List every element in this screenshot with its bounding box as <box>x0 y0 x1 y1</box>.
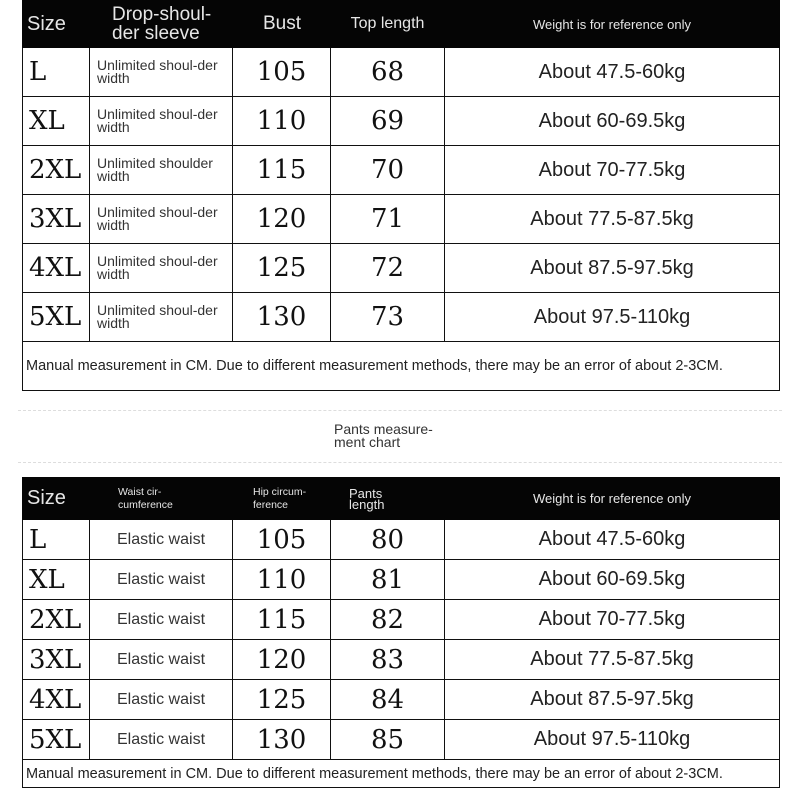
pants-length-cell: 83 <box>331 640 445 680</box>
note-row <box>23 342 780 391</box>
weight-cell: About 47.5-60kg <box>445 520 780 560</box>
length-cell: 69 <box>331 97 445 146</box>
sleeve-cell: Unlimited shoul-der width <box>90 97 233 146</box>
hip-cell: 105 <box>233 520 331 560</box>
waist-cell: Elastic waist <box>90 520 233 560</box>
sleeve-cell: Unlimited shoulder width <box>90 146 233 195</box>
table-row <box>23 720 780 760</box>
header-sleeve: Drop-shoul- der sleeve <box>90 1 233 48</box>
header-weight: Weight is for reference only <box>445 478 780 520</box>
sleeve-cell: Unlimited shoul-der width <box>90 244 233 293</box>
table-row <box>23 600 780 640</box>
measurement-note: Manual measurement in CM. Due to different measurement methods, there may be an error of about 2-3CM. <box>23 760 780 788</box>
header-size: Size <box>23 478 90 520</box>
table-row <box>23 520 780 560</box>
waist-cell: Elastic waist <box>90 680 233 720</box>
length-cell: 70 <box>331 146 445 195</box>
size-cell: L <box>23 48 90 97</box>
sleeve-cell: Unlimited shoul-der width <box>90 195 233 244</box>
hip-cell: 115 <box>233 600 331 640</box>
sleeve-cell: Unlimited shoul-der width <box>90 293 233 342</box>
hip-cell: 110 <box>233 560 331 600</box>
weight-cell: About 47.5-60kg <box>445 48 780 97</box>
note-row <box>23 760 780 788</box>
waist-cell: Elastic waist <box>90 600 233 640</box>
waist-cell: Elastic waist <box>90 640 233 680</box>
weight-cell: About 87.5-97.5kg <box>445 244 780 293</box>
bust-cell: 115 <box>233 146 331 195</box>
hip-cell: 120 <box>233 640 331 680</box>
weight-cell: About 97.5-110kg <box>445 720 780 760</box>
hip-cell: 125 <box>233 680 331 720</box>
top-size-chart <box>22 0 780 391</box>
header-bust: Bust <box>233 1 331 48</box>
pants-size-chart <box>22 477 780 788</box>
size-cell: L <box>23 520 90 560</box>
bust-cell: 110 <box>233 97 331 146</box>
table-row <box>23 680 780 720</box>
measurement-note: Manual measurement in CM. Due to different measurement methods, there may be an error of about 2-3CM. <box>23 342 780 391</box>
sleeve-cell: Unlimited shoul-der width <box>90 48 233 97</box>
header-size: Size <box>23 1 90 48</box>
size-cell: XL <box>23 560 90 600</box>
waist-cell: Elastic waist <box>90 560 233 600</box>
bust-cell: 130 <box>233 293 331 342</box>
size-cell: 2XL <box>23 600 90 640</box>
divider <box>18 410 782 411</box>
size-cell: 3XL <box>23 640 90 680</box>
size-cell: 4XL <box>23 244 90 293</box>
table-row <box>23 640 780 680</box>
table-row <box>23 48 780 97</box>
length-cell: 68 <box>331 48 445 97</box>
header-top-length: Top length <box>331 1 445 48</box>
length-cell: 73 <box>331 293 445 342</box>
header-row <box>23 1 780 48</box>
weight-cell: About 60-69.5kg <box>445 97 780 146</box>
length-cell: 72 <box>331 244 445 293</box>
pants-length-cell: 84 <box>331 680 445 720</box>
pants-chart-title: Pants measure- ment chart <box>334 421 433 450</box>
weight-cell: About 70-77.5kg <box>445 146 780 195</box>
table-row <box>23 244 780 293</box>
weight-cell: About 70-77.5kg <box>445 600 780 640</box>
divider <box>18 462 782 463</box>
size-cell: 2XL <box>23 146 90 195</box>
waist-cell: Elastic waist <box>90 720 233 760</box>
header-hip: Hip circum- ference <box>233 478 331 520</box>
table-row <box>23 195 780 244</box>
header-row <box>23 478 780 520</box>
pants-length-cell: 80 <box>331 520 445 560</box>
length-cell: 71 <box>331 195 445 244</box>
table-row <box>23 146 780 195</box>
size-cell: 5XL <box>23 720 90 760</box>
header-waist: Waist cir- cumference <box>90 478 233 520</box>
weight-cell: About 87.5-97.5kg <box>445 680 780 720</box>
header-pants-length: Pants length <box>331 478 445 520</box>
size-cell: 3XL <box>23 195 90 244</box>
hip-cell: 130 <box>233 720 331 760</box>
table-row <box>23 560 780 600</box>
weight-cell: About 77.5-87.5kg <box>445 195 780 244</box>
bust-cell: 105 <box>233 48 331 97</box>
pants-length-cell: 82 <box>331 600 445 640</box>
header-weight: Weight is for reference only <box>445 1 780 48</box>
table-row <box>23 97 780 146</box>
bust-cell: 120 <box>233 195 331 244</box>
weight-cell: About 60-69.5kg <box>445 560 780 600</box>
size-cell: 5XL <box>23 293 90 342</box>
size-cell: XL <box>23 97 90 146</box>
weight-cell: About 77.5-87.5kg <box>445 640 780 680</box>
bust-cell: 125 <box>233 244 331 293</box>
pants-length-cell: 81 <box>331 560 445 600</box>
table-row <box>23 293 780 342</box>
size-cell: 4XL <box>23 680 90 720</box>
pants-length-cell: 85 <box>331 720 445 760</box>
weight-cell: About 97.5-110kg <box>445 293 780 342</box>
